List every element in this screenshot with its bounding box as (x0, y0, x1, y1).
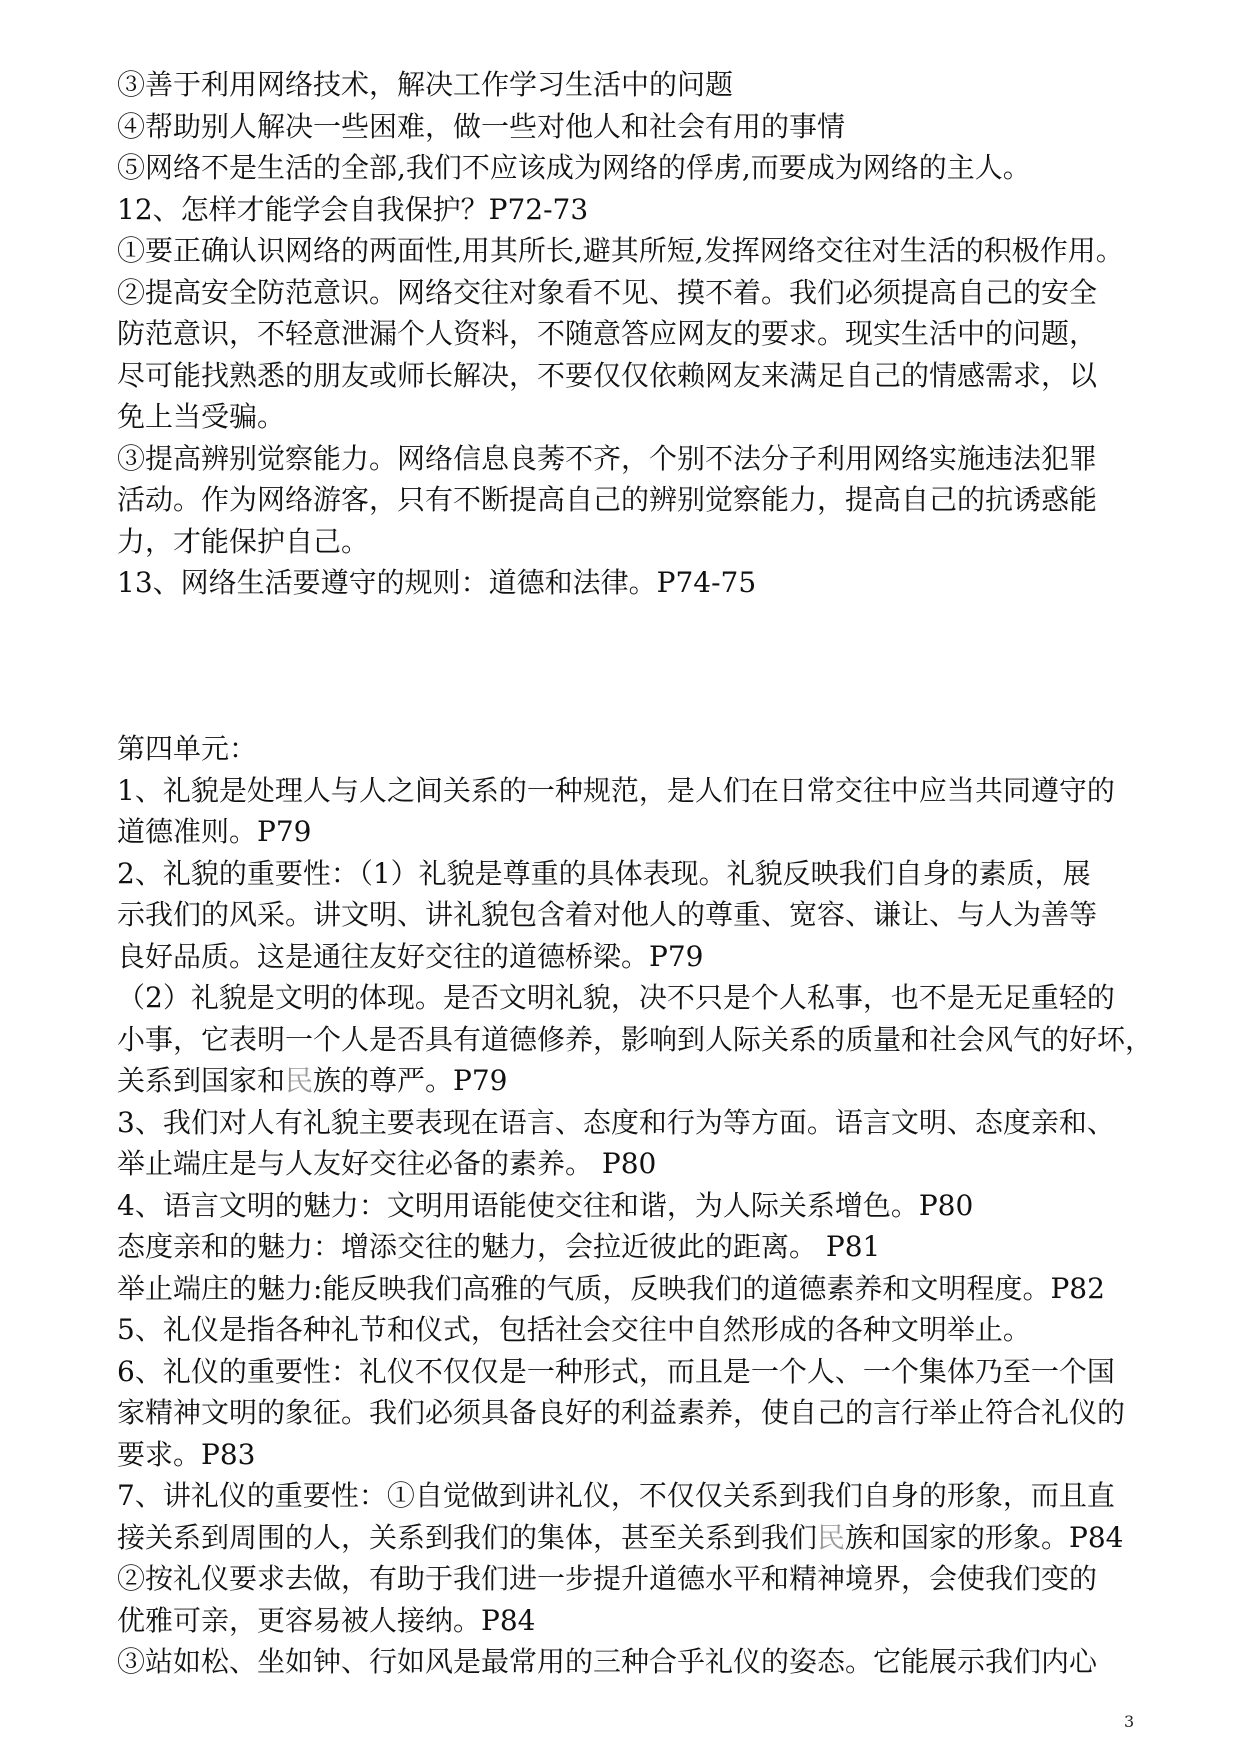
text-line: 示我们的风采。讲文明、讲礼貌包含着对他人的尊重、宽容、谦让、与人为善等 (117, 898, 1098, 931)
text-line: ②提高安全防范意识。网络交往对象看不见、摸不着。我们必须提高自己的安全 (117, 275, 1098, 309)
page-number: 3 (1124, 1712, 1135, 1731)
text-line-split-a: 关系到国家和民族的尊严。P79 (117, 1064, 508, 1097)
text-line: ①要正确认识网络的两面性,用其所长,避其所短,发挥网络交往对生活的积极作用。 (117, 234, 1124, 267)
text-line: 良好品质。这是通往友好交往的道德桥梁。P79 (117, 939, 704, 973)
text-line: 态度亲和的魅力：增添交往的魅力，会拉近彼此的距离。 P81 (117, 1230, 881, 1263)
text-line: 小事，它表明一个人是否具有道德修养，影响到人际关系的质量和社会风气的好坏， (117, 1022, 1154, 1056)
unit-heading: 第四单元： (117, 732, 258, 765)
faded-character: 民 (285, 1064, 314, 1097)
text-line-split-b: 接关系到周围的人，关系到我们的集体，甚至关系到我们民族和国家的形象。P84 (117, 1520, 1124, 1554)
text-line: ③站如松、坐如钟、行如风是最常用的三种合乎礼仪的姿态。它能展示我们内心 (117, 1645, 1098, 1678)
text-line: 5、礼仪是指各种礼节和仪式，包括社会交往中自然形成的各种文明举止。 (117, 1313, 1031, 1346)
network-section (117, 64, 1197, 604)
text-line: 13、网络生活要遵守的规则：道德和法律。P74-75 (117, 566, 757, 599)
text-line: 4、语言文明的魅力：文明用语能使交往和谐，为人际关系增色。P80 (117, 1188, 974, 1222)
unit4-section (117, 770, 1197, 1061)
text-line: 举止端庄的魅力:能反映我们高雅的气质，反映我们的道德素养和文明程度。P82 (117, 1271, 1105, 1305)
text-line: ⑤网络不是生活的全部,我们不应该成为网络的俘虏,而要成为网络的主人。 (117, 151, 1031, 184)
text-line: ③善于利用网络技术，解决工作学习生活中的问题 (117, 68, 734, 101)
text-line: ③提高辨别觉察能力。网络信息良莠不齐，个别不法分子利用网络实施违法犯罪 (117, 441, 1098, 475)
text-line: 7、讲礼仪的重要性：①自觉做到讲礼仪，不仅仅关系到我们自身的形象，而且直 (117, 1479, 1115, 1512)
unit4-section-end (117, 1558, 1197, 1683)
text-line: 举止端庄是与人友好交往必备的素养。 P80 (117, 1147, 657, 1180)
text-line: 3、我们对人有礼貌主要表现在语言、态度和行为等方面。语言文明、态度亲和、 (117, 1105, 1115, 1139)
text-line: 1、礼貌是处理人与人之间关系的一种规范，是人们在日常交往中应当共同遵守的 (117, 773, 1115, 807)
text-line: 要求。P83 (117, 1437, 256, 1471)
text-line: ④帮助别人解决一些困难，做一些对他人和社会有用的事情 (117, 109, 846, 143)
text-line: （2）礼貌是文明的体现。是否文明礼貌，决不只是个人私事，也不是无足重轻的 (117, 981, 1115, 1014)
text-line: 力，才能保护自己。 (117, 524, 370, 558)
text-line: 活动。作为网络游客，只有不断提高自己的辨别觉察能力，提高自己的抗诱惑能 (117, 483, 1098, 516)
unit4-section-mid (117, 1102, 1197, 1517)
faded-character: 民 (817, 1520, 846, 1554)
text-line: 家精神文明的象征。我们必须具备良好的利益素养，使自己的言行举止符合礼仪的 (117, 1396, 1126, 1429)
text-line: 2、礼貌的重要性：（1）礼貌是尊重的具体表现。礼貌反映我们自身的素质，展 (117, 856, 1091, 890)
document-body (117, 64, 1197, 1683)
text-line: 优雅可亲，更容易被人接纳。P84 (117, 1603, 536, 1637)
text-line: 免上当受骗。 (117, 400, 286, 433)
text-line: 尽可能找熟悉的朋友或师长解决，不要仅仅依赖网友来满足自己的情感需求，以 (117, 358, 1098, 392)
text-line: 12、怎样才能学会自我保护？P72-73 (117, 192, 589, 226)
section-gap (117, 604, 1197, 729)
text-line: 道德准则。P79 (117, 815, 312, 848)
text-line: ②按礼仪要求去做，有助于我们进一步提升道德水平和精神境界，会使我们变的 (117, 1562, 1098, 1595)
text-line: 防范意识，不轻意泄漏个人资料，不随意答应网友的要求。现实生活中的问题， (117, 317, 1098, 350)
text-line: 6、礼仪的重要性：礼仪不仅仅是一种形式，而且是一个人、一个集体乃至一个国 (117, 1354, 1115, 1388)
